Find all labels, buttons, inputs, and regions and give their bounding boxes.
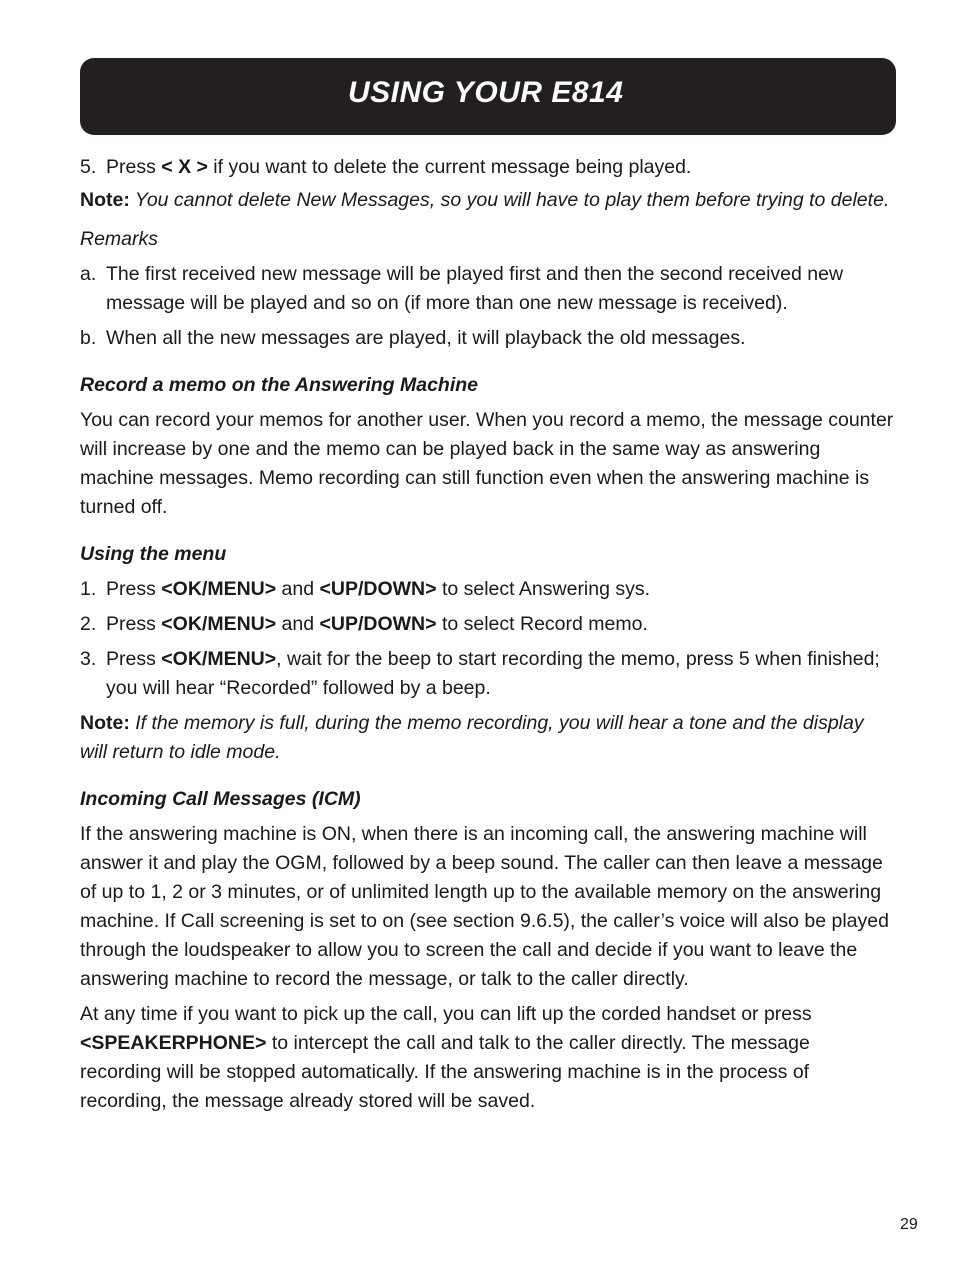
section-banner xyxy=(80,58,896,135)
step-text-pre: Press xyxy=(106,648,162,670)
menu-step-2 xyxy=(80,610,895,639)
key-label: <OK/MENU> xyxy=(161,648,277,670)
step-text-mid: and xyxy=(276,613,320,635)
note-label: Note: xyxy=(80,712,130,734)
note-memory-full xyxy=(80,709,895,767)
page-number: 29 xyxy=(900,1216,918,1233)
section-title: USING YOUR E814 xyxy=(348,76,624,109)
step-text-post: to select Answering sys. xyxy=(436,578,651,600)
key-label: <UP/DOWN> xyxy=(319,578,437,600)
key-label: < X > xyxy=(161,156,208,178)
step-text-post: if you want to delete the current message being played. xyxy=(207,156,692,178)
remark-letter: a. xyxy=(80,263,97,285)
key-label: <OK/MENU> xyxy=(161,613,277,635)
step-number: 1. xyxy=(80,578,97,600)
note-delete xyxy=(80,186,895,215)
note-text: If the memory is full, during the memo recording, you will hear a tone and the display will return to idle mode. xyxy=(80,712,864,763)
step-5 xyxy=(80,153,895,182)
remark-text: When all the new messages are played, it will playback the old messages. xyxy=(106,327,746,349)
step-text-post: , wait for the beep to start recording the memo, press 5 when finished; you will hear “Recorded” followed by a beep. xyxy=(106,648,880,699)
step-text xyxy=(106,645,895,703)
icm-body-2-post: to intercept the call and talk to the caller directly. The message recording will be stopped automatically. If the answering machine is in the process of recording, the message already stored will be saved. xyxy=(80,1032,810,1112)
remark-a xyxy=(80,260,895,318)
step-text-mid: and xyxy=(276,578,320,600)
step-text xyxy=(106,575,895,604)
key-label: <UP/DOWN> xyxy=(319,613,437,635)
step-text-post: to select Record memo. xyxy=(436,613,648,635)
step-text-pre: Press xyxy=(106,156,162,178)
remarks-title: Remarks xyxy=(80,228,159,250)
step-text xyxy=(106,610,895,639)
page-content xyxy=(80,153,895,1116)
icm-heading: Incoming Call Messages (ICM) xyxy=(80,788,361,810)
key-label: <SPEAKERPHONE> xyxy=(80,1032,267,1054)
icm-body-2-pre: At any time if you want to pick up the call, you can lift up the corded handset or press xyxy=(80,1003,812,1025)
key-label: <OK/MENU> xyxy=(161,578,277,600)
step-text-pre: Press xyxy=(106,613,162,635)
remark-text: The first received new message will be played first and then the second received new message will be played and so on (if more than one new message is received). xyxy=(106,263,844,314)
step-text-pre: Press xyxy=(106,578,162,600)
step-number: 3. xyxy=(80,648,97,670)
menu-heading: Using the menu xyxy=(80,543,227,565)
note-text: You cannot delete New Messages, so you will have to play them before trying to delete. xyxy=(129,189,890,211)
remark-letter: b. xyxy=(80,327,97,349)
step-text xyxy=(106,153,895,182)
note-label: Note: xyxy=(80,189,130,211)
memo-heading: Record a memo on the Answering Machine xyxy=(80,374,479,396)
menu-step-3 xyxy=(80,645,895,703)
icm-body-2 xyxy=(80,1000,895,1116)
step-number: 5. xyxy=(80,156,97,178)
remark-b xyxy=(80,324,895,353)
step-number: 2. xyxy=(80,613,97,635)
menu-step-1 xyxy=(80,575,895,604)
memo-body: You can record your memos for another user. When you record a memo, the message counter will increase by one and the memo can be played back in the same way as answering machine messages. Memo recording can still function even when the answering machine is turned off. xyxy=(80,409,894,518)
icm-body-1: If the answering machine is ON, when there is an incoming call, the answering machine will answer it and play the OGM, followed by a beep sound. The caller can then leave a message of up to 1, 2 or 3 minutes, or of unlimited length up to the available memory on the answering machine. If Call screening is set to on (see section 9.6.5), the caller’s voice will also be played through the loudspeaker to allow you to screen the call and decide if you want to leave the answering machine to record the message, or talk to the caller directly. xyxy=(80,823,889,990)
